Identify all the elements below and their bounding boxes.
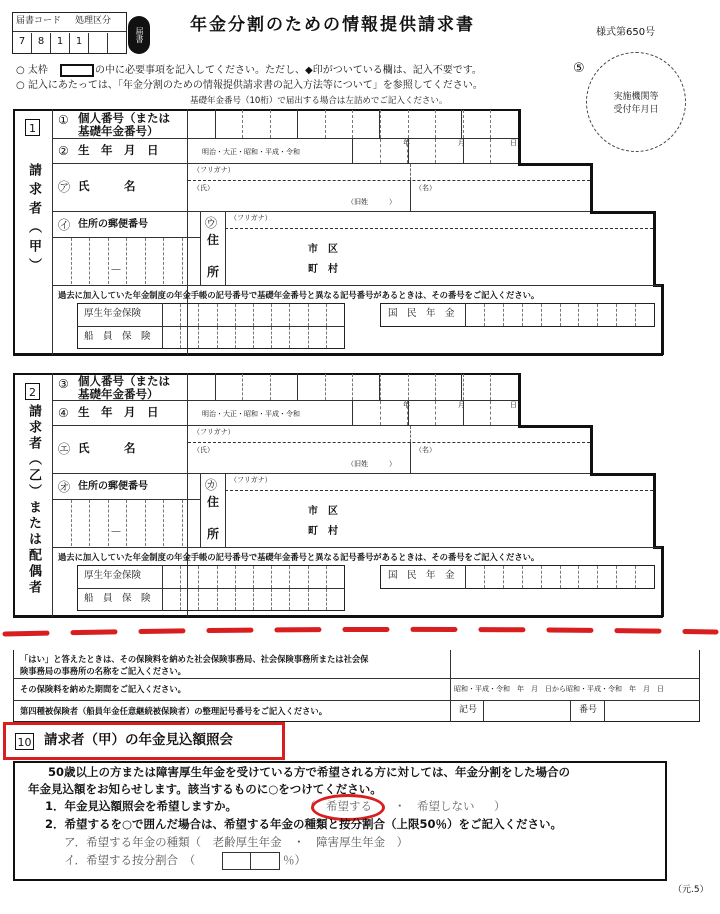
thick-frame-sample	[60, 64, 94, 77]
basic-number-note: 基礎年金番号（10桁）で届出する場合は左詰めでご記入ください。	[190, 96, 448, 106]
ratio-label: イ．希望する按分割合 （	[64, 853, 196, 867]
section-2-number: 2	[25, 383, 40, 400]
surname-label: （氏）	[193, 446, 214, 454]
individual-number-cells-2[interactable]	[188, 374, 518, 400]
sec10-para-2: 年金見込額をお知らせします。該当するものに○をつけてください。	[28, 782, 382, 796]
field-5b-label: 氏 名	[78, 441, 136, 455]
reception-stamp-text: 実施機関等 受付年月日	[613, 92, 659, 115]
pension-type-row[interactable]: ア．希望する年金の種類（ 老齢厚生年金 ・ 障害厚生年金 ）	[64, 835, 409, 849]
hai-note-b: 険事務局の事務所の名称をご記入ください。	[20, 666, 186, 676]
former-surname-label: （旧姓 ）	[347, 460, 396, 468]
kokumin-number-cells[interactable]	[466, 304, 654, 326]
form-badge: 届書	[128, 16, 150, 54]
address-label-2: 所	[207, 265, 220, 279]
fourth-insured-note: 第四種被保険者（船員年金任意継続被保険者）の整理記号番号をご記入ください。	[20, 706, 327, 716]
reception-stamp-circle	[586, 52, 686, 152]
stamp-number: ⑤	[573, 61, 585, 76]
city-ward-label: 市 区	[308, 506, 338, 517]
form-code-digits	[13, 33, 126, 53]
question-2: 2．希望するを○で囲んだ場合は、希望する年金の種類と按分割合（上限50％）をご記入ください。	[45, 817, 563, 831]
note-1: の中に必要事項を記入してください。ただし、◆印がついている欄は、記入不要です。	[95, 65, 482, 76]
section-1-number: 1	[25, 119, 40, 136]
code-digit: 1	[70, 33, 89, 53]
ratio-input[interactable]	[222, 852, 280, 870]
senin-number-cells[interactable]	[163, 327, 344, 348]
option-yes[interactable]: 希望する	[326, 799, 372, 813]
period-note: その保険料を納めた期間をご記入ください。	[20, 684, 186, 694]
section-10-number: 10	[15, 733, 34, 750]
address-label-1: 住	[207, 495, 220, 509]
furigana-label: （フリガナ）	[193, 428, 235, 436]
kokumin-label: 国 民 年 金	[388, 308, 455, 319]
section-1-label: 請求者（甲）	[26, 163, 41, 277]
field-6b-number: ㋔	[58, 480, 71, 494]
senin-number-cells-2[interactable]	[163, 589, 344, 610]
code-digit: 8	[32, 33, 51, 53]
kokumin-number-cells-2[interactable]	[466, 566, 654, 588]
field-4b-number: ④	[58, 406, 69, 420]
field-7b-number: ㋕	[205, 478, 218, 492]
month-label: 月	[458, 401, 465, 409]
option-no[interactable]: 希望しない	[417, 799, 475, 813]
postal-code-cells[interactable]	[53, 238, 200, 284]
form-code-box	[12, 12, 127, 54]
kokumin-label: 国 民 年 金	[388, 570, 455, 581]
kosei-number-cells[interactable]	[163, 304, 344, 326]
address-furigana-label: （フリガナ）	[230, 214, 272, 222]
code-digit: 7	[13, 33, 32, 53]
section-10-title: 請求者（甲）の年金見込額照会	[44, 732, 233, 748]
field-2-label: 生 年 月 日	[78, 143, 159, 157]
kosei-label: 厚生年金保険	[84, 570, 142, 581]
ratio-percent: ％）	[283, 853, 306, 867]
page-title: 年金分割のための情報提供請求書	[190, 15, 475, 35]
kosei-label: 厚生年金保険	[84, 308, 142, 319]
field-2-number: ②	[58, 144, 69, 158]
individual-number-cells[interactable]	[188, 110, 518, 138]
given-name-label: （名）	[415, 446, 436, 454]
field-4-label: 住所の郵便番号	[78, 219, 148, 230]
period-range[interactable]: 昭和・平成・令和 年 月 日から昭和・平成・令和 年 月 日	[454, 685, 664, 693]
cut-line	[0, 622, 720, 642]
kigo-label: 記号	[459, 705, 478, 715]
past-numbers-note-2: 過去に加入していた年金制度の年金手帳の記号番号で基礎年金番号と異なる記号番号があるときは、その番号をご記入ください。	[58, 552, 540, 562]
birth-era-options[interactable]: 明治・大正・昭和・平成・令和	[202, 148, 300, 156]
hai-note-a: 「はい」と答えたときは、その保険料を納めた社会保険事務局、社会保険事務所または社会保	[20, 654, 369, 664]
field-4b-label: 生 年 月 日	[78, 405, 159, 419]
past-numbers-note: 過去に加入していた年金制度の年金手帳の記号番号で基礎年金番号と異なる記号番号があるときは、その番号をご記入ください。	[58, 290, 540, 300]
town-village-label: 町 村	[308, 264, 338, 275]
field-4-number: ㋑	[58, 218, 71, 232]
postal-code-cells-2[interactable]	[53, 500, 200, 546]
year-label: 年	[403, 401, 410, 409]
code-digit: 1	[51, 33, 70, 53]
form-number: 様式第650号	[596, 27, 656, 38]
given-name-label: （名）	[415, 184, 436, 192]
field-3b-label-a: 個人番号（または	[78, 374, 170, 388]
field-1-label-b: 基礎年金番号）	[78, 124, 159, 138]
q1-open: （	[304, 799, 316, 813]
postal-dash: －	[110, 263, 123, 277]
field-1-number: ①	[58, 113, 69, 127]
day-label: 日	[510, 401, 517, 409]
address-label-1: 住	[207, 233, 220, 247]
sec10-para-1: 50歳以上の方または障害厚生年金を受けている方で希望される方に対しては、年金分割をした場合の	[48, 765, 570, 779]
field-5b-number: ㋓	[58, 442, 71, 456]
furigana-label: （フリガナ）	[193, 166, 235, 174]
q1-close: ）	[494, 799, 506, 813]
footer-era: （元.5）	[673, 885, 709, 895]
q1-separator: ・	[394, 799, 406, 813]
day-label: 日	[510, 139, 517, 147]
code-digit	[108, 33, 126, 53]
birth-date-cells[interactable]	[353, 139, 518, 163]
question-1: 1．年金見込額照会を希望しますか。	[45, 799, 237, 813]
section-2-label: 請求者（乙）または配偶者	[26, 404, 41, 596]
city-ward-label: 市 区	[308, 244, 338, 255]
birth-era-options-2[interactable]: 明治・大正・昭和・平成・令和	[202, 410, 300, 418]
field-5-number: ㋒	[205, 216, 218, 230]
kosei-number-cells-2[interactable]	[163, 566, 344, 588]
birth-date-cells-2[interactable]	[353, 401, 518, 425]
field-3b-number: ③	[58, 377, 69, 391]
field-6b-label: 住所の郵便番号	[78, 481, 148, 492]
field-3b-label-b: 基礎年金番号）	[78, 387, 159, 401]
bango-label: 番号	[579, 705, 598, 715]
former-surname-label: （旧姓 ）	[347, 198, 396, 206]
note-2: ○ 記入にあたっては、「年金分割のための情報提供請求書の記入方法等について」を参照してください。	[16, 80, 483, 91]
senin-label: 船 員 保 険	[84, 331, 151, 342]
address-label-2: 所	[207, 527, 220, 541]
field-3-label: 氏 名	[78, 179, 136, 193]
proc-label: 処理区分	[75, 16, 112, 26]
town-village-label: 町 村	[308, 526, 338, 537]
code-digit	[89, 33, 108, 53]
surname-label: （氏）	[193, 184, 214, 192]
note-1-prefix: ○ 太枠	[16, 65, 48, 76]
field-3-number: ㋐	[58, 180, 71, 194]
year-label: 年	[403, 139, 410, 147]
postal-dash: －	[110, 525, 123, 539]
month-label: 月	[458, 139, 465, 147]
senin-label: 船 員 保 険	[84, 593, 151, 604]
field-1-label-a: 個人番号（または	[78, 111, 170, 125]
code-label: 届書コード	[16, 16, 62, 26]
address-furigana-label: （フリガナ）	[230, 476, 272, 484]
